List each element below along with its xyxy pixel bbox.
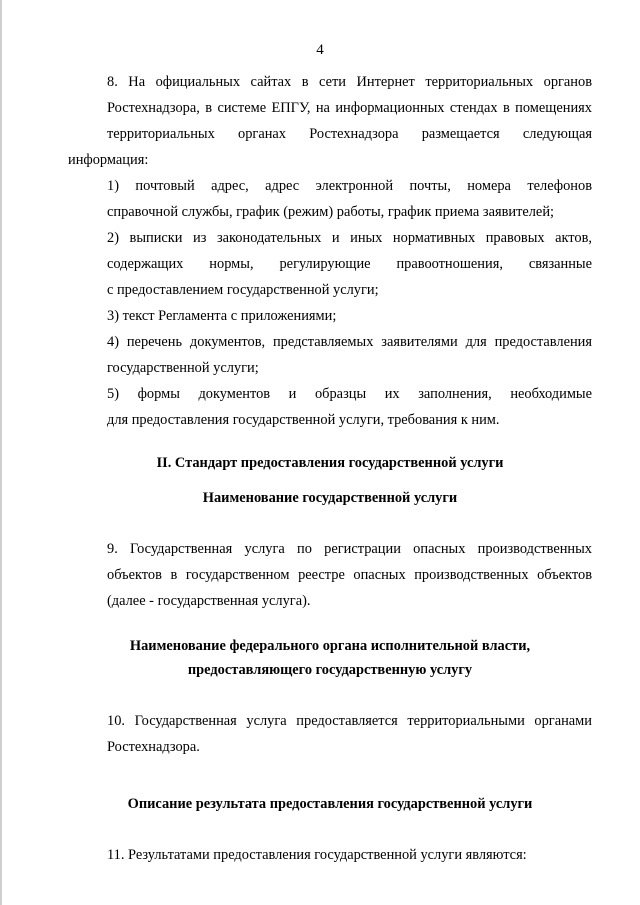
heading-line: предоставляющего государственную услугу <box>187 662 473 678</box>
paragraph-11: 11. Результатами предоставления государственной услуги являются: <box>107 847 527 863</box>
paragraph-8-1 <box>68 173 592 225</box>
text-line: 9. Государственная услуга по регистрации опасных производственных <box>107 541 592 557</box>
text-line: 5) формы документов и образцы их заполнения, необходимые <box>107 386 592 402</box>
text-line: 4) перечень документов, представляемых заявителями для предоставления <box>107 334 592 350</box>
paragraph-8-5 <box>68 381 592 433</box>
text-line: с предоставлением государственной услуги; <box>107 282 379 298</box>
text-line: Ростехнадзора. <box>107 739 200 755</box>
text-line: 8. На официальных сайтах в сети Интернет территориальных органов <box>107 74 592 90</box>
paragraph-8 <box>68 69 592 173</box>
text-line: территориальных органах Ростехнадзора размещается следующая информация: <box>68 126 592 168</box>
text-line: государственной услуги; <box>107 360 259 376</box>
subsection-heading-service-name: Наименование государственной услуги <box>202 490 458 506</box>
section-heading: II. Стандарт предоставления государственной услуги <box>156 455 504 471</box>
text-line: справочной службы, график (режим) работы, график приема заявителей; <box>107 204 555 220</box>
heading-line: Наименование федерального органа исполнительной власти, <box>129 638 531 654</box>
paragraph-9 <box>68 536 592 614</box>
text-line: объектов в государственном реестре опасных производственных объектов <box>107 567 592 583</box>
text-line: 10. Государственная услуга предоставляется территориальными органами <box>107 713 592 729</box>
paragraph-8-4 <box>68 329 592 381</box>
scan-edge <box>0 0 2 905</box>
paragraph-8-3: 3) текст Регламента с приложениями; <box>107 308 337 324</box>
text-line: Ростехнадзора, в системе ЕПГУ, на информационных стендах в помещениях <box>107 100 592 116</box>
paragraph-8-2 <box>68 225 592 303</box>
subsection-heading-authority <box>68 634 592 682</box>
text-line: 2) выписки из законодательных и иных нормативных правовых актов, <box>107 230 592 246</box>
subsection-heading-result: Описание результата предоставления государственной услуги <box>127 796 533 812</box>
document-body <box>68 69 592 868</box>
text-line: для предоставления государственной услуги, требования к ним. <box>107 412 500 428</box>
page-number: 4 <box>316 42 324 58</box>
text-line: содержащих нормы, регулирующие правоотношения, связанные <box>107 256 592 272</box>
text-line: (далее - государственная услуга). <box>107 593 311 609</box>
paragraph-10 <box>68 708 592 760</box>
text-line: 1) почтовый адрес, адрес электронной почты, номера телефонов <box>107 178 592 194</box>
